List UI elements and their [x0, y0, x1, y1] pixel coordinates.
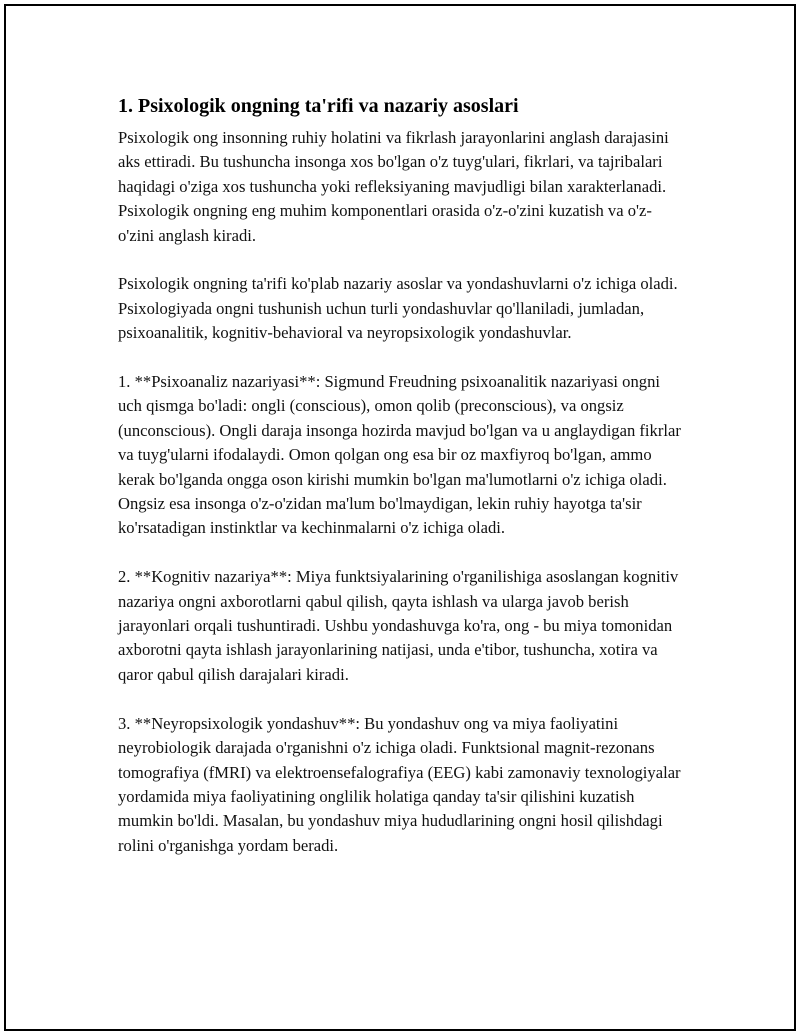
document-body — [118, 92, 688, 883]
section-heading: 1. Psixologik ongning ta'rifi va nazariy asoslari — [118, 95, 519, 117]
paragraph-psychoanalysis: 1. **Psixoanaliz nazariyasi**: Sigmund Freudning psixoanalitik nazariyasi ongni uch qismga bo'ladi: ongli (conscious), omon qolib (preconscious), va ongsiz (unconscious). Ongli daraja insonga hozirda mavjud bo'lgan va u anglaydigan fikrlar va tuyg'ularni ifodalaydi. Omon qolgan ong esa bir oz maxfiyroq bo'lgan, ammo kerak bo'lganda ongga oson kirishi mumkin bo'lgan ma'lumotlarni o'z ichiga oladi. Ongsiz esa insonga o'z-o'zidan ma'lum bo'lmaydigan, lekin ruhiy hayotga ta'sir ko'rsatadigan instinktlar va kechinmalarni o'z ichiga oladi. — [118, 372, 681, 538]
paragraph-neuropsychology: 3. **Neyropsixologik yondashuv**: Bu yondashuv ong va miya faoliyatini neyrobiologik darajada o'rganishni o'z ichiga oladi. Funktsional magnit-rezonans tomografiya (fMRI) va elektroensefalografiya (EEG) kabi zamonaviy texnologiyalar yordamida miya faoliyatining onglilik holatiga qanday ta'sir qilishini kuzatish mumkin bo'ldi. Masalan, bu yondashuv miya hududlarining ongni hosil qilishdagi rolini o'rganishga yordam beradi. — [118, 713, 681, 855]
paragraph-cognitive: 2. **Kognitiv nazariya**: Miya funktsiyalarining o'rganilishiga asoslangan kognitiv nazariya ongni axborotlarni qabul qilish, qayta ishlash va ularga javob berish jarayonlari orqali tushuntiradi. Ushbu yondashuvga ko'ra, ong - bu miya tomonidan axborotni qayta ishlash jarayonlarining natijasi, unda e'tibor, tushuncha, xotira va qaror qabul qilish darajalari kiradi. — [118, 567, 679, 684]
paragraph-approaches: Psixologik ongning ta'rifi ko'plab nazariy asoslar va yondashuvlarni o'z ichiga oladi. Psixologiyada ongni tushunish uchun turli yondashuvlar qo'llaniladi, jumladan, psixoanalitik, kognitiv-behavioral va neyropsixologik yondashuvlar. — [118, 274, 678, 343]
paragraph-definition: Psixologik ong insonning ruhiy holatini va fikrlash jarayonlarini anglash darajasini aks ettiradi. Bu tushuncha insonga xos bo'lgan o'z tuyg'ulari, fikrlari, va tajribalari haqidagi o'ziga xos tushuncha yoki refleksiyaning mavjudligi bilan xarakterlanadi. Psixologik ongning eng muhim komponentlari orasida o'z-o'zini kuzatish va o'z-o'zini anglash kiradi. — [118, 128, 669, 245]
